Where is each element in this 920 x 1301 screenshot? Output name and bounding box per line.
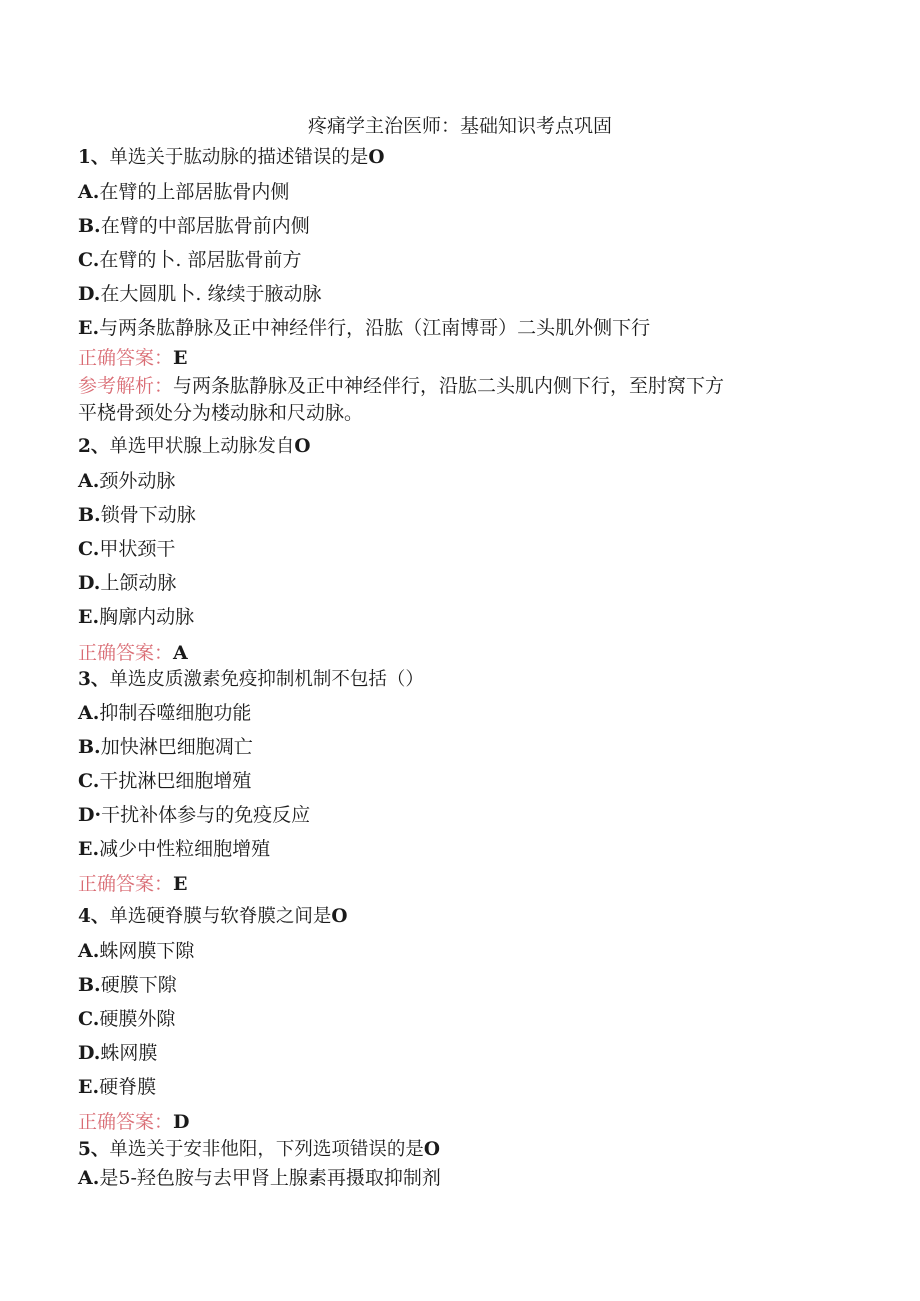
option-c: [78, 1006, 175, 1032]
answer-value: E: [173, 347, 188, 369]
option-a: [78, 179, 289, 205]
option-letter: D·: [78, 804, 102, 826]
question-blank: O: [423, 1139, 441, 1160]
option-c: [78, 768, 251, 794]
question-stem: [78, 667, 424, 693]
answer-value: A: [173, 642, 188, 664]
answer-label: 正确答案：: [78, 347, 174, 369]
option-e: [78, 315, 650, 341]
option-text: 是5-羟色胺与去甲肾上腺素再摄取抑制剂: [99, 1167, 441, 1189]
option-text: 干扰淋巴细胞增殖: [99, 770, 252, 792]
option-c: [78, 536, 175, 562]
option-letter: A.: [78, 470, 100, 492]
option-d: [78, 1040, 157, 1066]
option-text: 蛛网膜下隙: [99, 940, 195, 962]
option-a: [78, 938, 194, 964]
question-text: 单选皮质激素免疫抑制机制不包括（）: [109, 669, 424, 690]
question-blank: O: [294, 436, 311, 457]
question-number: 3、: [78, 669, 110, 690]
option-a: [78, 700, 251, 726]
option-letter: E.: [78, 1076, 100, 1098]
option-d: [78, 570, 176, 596]
option-a: [78, 1165, 441, 1191]
correct-answer: [78, 1109, 190, 1135]
question-stem: [78, 434, 311, 460]
option-letter: A.: [78, 1167, 100, 1189]
option-b: [78, 734, 253, 760]
option-letter: A.: [78, 702, 100, 724]
option-letter: C.: [78, 770, 100, 792]
option-d: [78, 281, 322, 307]
option-text: 甲状颈干: [99, 538, 176, 560]
question-number: 4、: [78, 906, 110, 927]
option-text: 在臂的中部居肱骨前内侧: [100, 215, 310, 237]
option-text: 减少中性粒细胞增殖: [99, 838, 271, 860]
question-blank: O: [368, 147, 385, 168]
option-letter: E.: [78, 317, 100, 339]
option-text: 干扰补体参与的免疫反应: [101, 804, 311, 826]
option-text: 上颌动脉: [100, 572, 177, 594]
option-b: [78, 502, 196, 528]
option-text: 硬膜外隙: [99, 1008, 176, 1030]
option-b: [78, 213, 310, 239]
correct-answer: [78, 871, 188, 897]
option-text: 抑制吞噬细胞功能: [99, 702, 252, 724]
question-number: 2、: [78, 436, 110, 457]
analysis-label: 参考解析：: [78, 375, 174, 397]
option-text: 与两条肱静脉及正中神经伴行，沿肱（江南博哥）二头肌外侧下行: [99, 317, 651, 339]
option-d: [78, 802, 310, 828]
option-e: [78, 836, 270, 862]
question-number: 5、: [78, 1139, 110, 1160]
question-text: 单选关于安非他阳，下列选项错误的是: [109, 1139, 424, 1160]
option-text: 锁骨下动脉: [100, 504, 196, 526]
option-letter: C.: [78, 538, 100, 560]
question-text: 单选硬脊膜与软脊膜之间是: [109, 906, 332, 927]
option-text: 在臂的卜. 部居肱骨前方: [99, 249, 302, 271]
option-letter: B.: [78, 215, 101, 237]
option-c: [78, 247, 302, 273]
answer-label: 正确答案：: [78, 1111, 174, 1133]
option-text: 颈外动脉: [99, 470, 176, 492]
question-text: 单选甲状腺上动脉发自: [109, 436, 295, 457]
correct-answer: [78, 640, 188, 666]
option-letter: A.: [78, 181, 100, 203]
question-text: 单选关于肱动脉的描述错误的是: [109, 147, 369, 168]
option-text: 胸廓内动脉: [99, 606, 195, 628]
question-stem: [78, 145, 385, 171]
analysis-continuation: 平桡骨颈处分为楼动脉和尺动脉。: [78, 402, 364, 424]
option-letter: C.: [78, 1008, 100, 1030]
option-letter: A.: [78, 940, 100, 962]
option-e: [78, 604, 194, 630]
analysis: [78, 373, 724, 399]
option-letter: D.: [78, 1042, 101, 1064]
option-letter: E.: [78, 838, 100, 860]
question-number: 1、: [78, 147, 110, 168]
answer-label: 正确答案：: [78, 873, 174, 895]
option-letter: B.: [78, 504, 101, 526]
page-title: 疼痛学主治医师：基础知识考点巩固: [307, 115, 612, 137]
option-letter: B.: [78, 736, 101, 758]
question-blank: O: [331, 906, 348, 927]
option-text: 加快淋巴细胞凋亡: [100, 736, 253, 758]
answer-value: D: [173, 1111, 190, 1133]
answer-value: E: [173, 873, 188, 895]
option-a: [78, 468, 175, 494]
option-letter: B.: [78, 974, 101, 996]
option-text: 硬膜下隙: [100, 974, 177, 996]
correct-answer: [78, 345, 188, 371]
question-stem: [78, 904, 348, 930]
option-letter: E.: [78, 606, 100, 628]
option-letter: D.: [78, 283, 101, 305]
option-e: [78, 1074, 156, 1100]
answer-label: 正确答案：: [78, 642, 174, 664]
option-text: 蛛网膜: [100, 1042, 158, 1064]
option-letter: C.: [78, 249, 100, 271]
option-b: [78, 972, 177, 998]
option-text: 在臂的上部居肱骨内侧: [99, 181, 290, 203]
option-letter: D.: [78, 572, 101, 594]
analysis-text: 与两条肱静脉及正中神经伴行，沿肱二头肌内侧下行，至肘窝下方: [173, 375, 725, 397]
option-text: 硬脊膜: [99, 1076, 157, 1098]
option-text: 在大圆肌卜. 缘续于腋动脉: [100, 283, 322, 305]
question-stem: [78, 1137, 440, 1163]
